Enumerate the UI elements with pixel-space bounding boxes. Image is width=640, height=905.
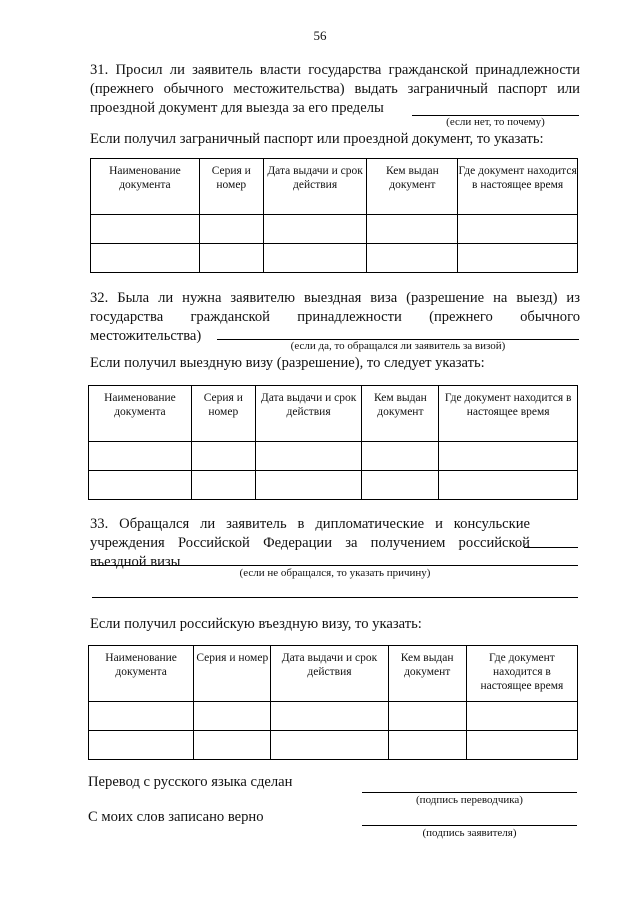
applicant-hint: (подпись заявителя) <box>422 827 517 839</box>
table-cell[interactable] <box>271 731 388 760</box>
applicant-signature-line[interactable] <box>362 825 577 826</box>
table-cell[interactable] <box>91 244 200 273</box>
table-cell[interactable] <box>367 215 458 244</box>
table-31 <box>90 158 578 273</box>
table-cell[interactable] <box>263 215 367 244</box>
table-cell[interactable] <box>89 702 194 731</box>
page-number: 56 <box>313 28 327 43</box>
table-cell[interactable] <box>367 244 458 273</box>
translation-label: Перевод с русского языка сделан <box>88 774 293 790</box>
followup-32: Если получил выездную визу (разрешение), то следует указать: <box>90 355 485 371</box>
table-cell[interactable] <box>388 731 466 760</box>
col-header-series: Серия и номер <box>194 646 271 702</box>
table-cell[interactable] <box>191 442 255 471</box>
table-cell[interactable] <box>362 442 439 471</box>
table-cell[interactable] <box>89 731 194 760</box>
table-row <box>89 731 578 760</box>
table-cell[interactable] <box>458 244 578 273</box>
col-header-series: Серия и номер <box>191 386 255 442</box>
table-cell[interactable] <box>91 215 200 244</box>
table-cell[interactable] <box>271 702 388 731</box>
translator-signature-line[interactable] <box>362 792 577 793</box>
table-row <box>89 702 578 731</box>
table-cell[interactable] <box>199 244 263 273</box>
recorded-label: С моих слов записано верно <box>88 809 264 825</box>
col-header-issuer: Кем выдан документ <box>367 159 458 215</box>
table-cell[interactable] <box>458 215 578 244</box>
col-header-issue-date: Дата выдачи и срок действия <box>255 386 362 442</box>
table-cell[interactable] <box>194 702 271 731</box>
table-cell[interactable] <box>199 215 263 244</box>
table-cell[interactable] <box>191 471 255 500</box>
followup-33: Если получил российскую въездную визу, то указать: <box>90 616 422 632</box>
table-cell[interactable] <box>439 442 578 471</box>
table-cell[interactable] <box>388 702 466 731</box>
table-32 <box>88 385 578 500</box>
table-cell[interactable] <box>255 442 362 471</box>
col-header-doc-name: Наименование документа <box>91 159 200 215</box>
col-header-location: Где документ находится в настоящее время <box>466 646 577 702</box>
col-header-doc-name: Наименование документа <box>89 386 192 442</box>
col-header-issuer: Кем выдан документ <box>362 386 439 442</box>
table-row <box>89 442 578 471</box>
hint-32: (если да, то обращался ли заявитель за визой) <box>290 340 506 352</box>
col-header-issue-date: Дата выдачи и срок действия <box>271 646 388 702</box>
table-cell[interactable] <box>466 731 577 760</box>
answer-line-33-b[interactable] <box>92 565 578 566</box>
table-row <box>91 244 578 273</box>
table-cell[interactable] <box>255 471 362 500</box>
table-cell[interactable] <box>194 731 271 760</box>
table-cell[interactable] <box>89 442 192 471</box>
table-33 <box>88 645 578 760</box>
col-header-series: Серия и номер <box>199 159 263 215</box>
followup-31: Если получил заграничный паспорт или проездной документ, то указать: <box>90 131 544 147</box>
hint-33: (если не обращался, то указать причину) <box>239 567 431 579</box>
question-33-text: 33. Обращался ли заявитель в дипломатические и консульские учреждения Российской Федерации за получением российской въездной визы <box>90 516 530 570</box>
col-header-location: Где документ находится в настоящее время <box>458 159 578 215</box>
hint-31: (если нет, то почему) <box>446 116 545 128</box>
translator-hint: (подпись переводчика) <box>416 794 523 806</box>
table-cell[interactable] <box>466 702 577 731</box>
answer-line-33-c[interactable] <box>92 597 578 598</box>
table-cell[interactable] <box>439 471 578 500</box>
table-cell[interactable] <box>362 471 439 500</box>
table-row <box>91 215 578 244</box>
question-32-text: 32. Была ли нужна заявителю выездная виза (разрешение на выезд) из государства гражданской принадлежности (прежнего обычного местожительства) <box>90 290 580 344</box>
col-header-issuer: Кем выдан документ <box>388 646 466 702</box>
table-cell[interactable] <box>89 471 192 500</box>
table-row <box>89 471 578 500</box>
col-header-location: Где документ находится в настоящее время <box>439 386 578 442</box>
question-31-text: 31. Просил ли заявитель власти государства гражданской принадлежности (прежнего обычного местожительства) выдать заграничный паспорт или проездной документ для выезда за его пределы <box>90 62 580 116</box>
col-header-issue-date: Дата выдачи и срок действия <box>263 159 367 215</box>
table-cell[interactable] <box>263 244 367 273</box>
answer-line-33-a[interactable] <box>524 547 578 548</box>
col-header-doc-name: Наименование документа <box>89 646 194 702</box>
